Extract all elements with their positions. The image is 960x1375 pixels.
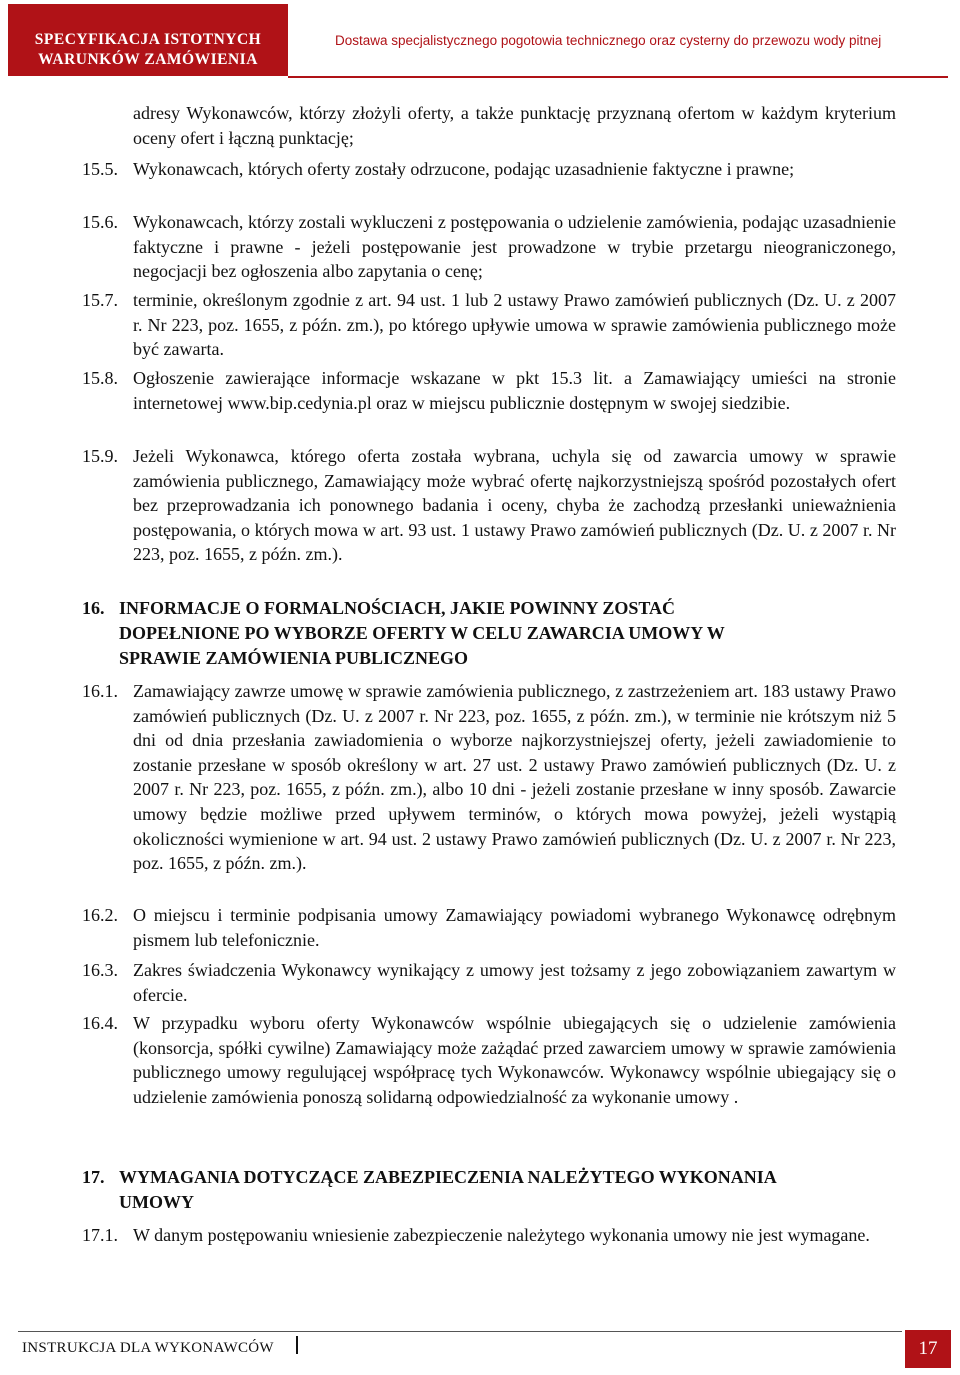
section-title [119, 1165, 909, 1215]
section-title-line: SPRAWIE ZAMÓWIENIA PUBLICZNEGO [119, 648, 469, 668]
item-number: 15.9. [82, 446, 118, 466]
item-text: W danym postępowaniu wniesienie zabezpieczenie należytego wykonania umowy nie jest wymagane. [133, 1225, 870, 1245]
page-number: 17 [905, 1330, 951, 1368]
item-number: 16.1. [82, 681, 118, 701]
item-number: 15.6. [82, 212, 118, 232]
item-text: Ogłoszenie zawierające informacje wskazane w pkt 15.3 lit. a Zamawiający umieści na stronie internetowej www.bip.cedynia.pl oraz w miejscu publicznie dostępnym w swojej siedzibie. [133, 368, 896, 413]
section-title-line: UMOWY [119, 1192, 194, 1212]
item-number: 17.1. [82, 1225, 118, 1245]
header-badge-line1: SPECYFIKACJA ISTOTNYCH [34, 31, 262, 48]
header-rule [288, 76, 948, 78]
header-badge [8, 4, 288, 76]
section-number: 17. [82, 1167, 105, 1187]
item-number: 15.7. [82, 290, 118, 310]
section-title [119, 596, 899, 671]
item-text: Wykonawcach, których oferty zostały odrzucone, podając uzasadnienie faktyczne i prawne; [133, 159, 795, 179]
item-number: 16.4. [82, 1013, 118, 1033]
item-text: O miejscu i terminie podpisania umowy Zamawiający powiadomi wybranego Wykonawcę odrębnym pismem lub telefonicznie. [133, 905, 896, 950]
section-title-line: WYMAGANIA DOTYCZĄCE ZABEZPIECZENIA NALEŻYTEGO WYKONANIA [119, 1167, 777, 1187]
item-text: Wykonawcach, którzy zostali wykluczeni z postępowania o udzielenie zamówienia, podając uzasadnienie faktyczne i prawne - jeżeli postępowanie jest prowadzone w trybie przetargu nieograniczonego, negocjacji bez ogłoszenia albo zapytania o cenę; [133, 212, 896, 282]
item-number: 15.5. [82, 159, 118, 179]
footer-label: INSTRUKCJA DLA WYKONAWCÓW [22, 1340, 274, 1356]
item-number: 15.8. [82, 368, 118, 388]
item-text: Jeżeli Wykonawca, którego oferta została wybrana, uchyla się od zawarcia umowy w sprawie zamówienia publicznego, Zamawiający może wybrać ofertę najkorzystniejszą spośród pozostałych ofert bez przeprowadzania ich ponownego badania i oceny, chyba że zachodzą przesłanki unieważnienia postępowania, o których mowa w art. 93 ust. 1 ustawy Prawo zamówień publicznych (Dz. U. z 2007 r. Nr 223, poz. 1655, z późn. zm.). [133, 446, 896, 565]
item-text: W przypadku wyboru oferty Wykonawców wspólnie ubiegających się o udzielenie zamówienia (konsorcja, spółki cywilne) Zamawiający może zażądać przed zawarciem umowy w sprawie zamówienia publicznego umowy regulującej współpracę tych Wykonawców. Wykonawcy wspólnie ubiegający się o udzielenie zamówienia ponoszą solidarną odpowiedzialność za wykonanie umowy . [133, 1013, 896, 1107]
item-number: 16.2. [82, 905, 118, 925]
item-continuation: adresy Wykonawców, którzy złożyli oferty, a także punktację przyznaną ofertom w każdym kryterium oceny ofert i łączną punktację; [133, 103, 896, 148]
header-title: Dostawa specjalistycznego pogotowia technicznego oraz cysterny do przewozu wody pitnej [335, 33, 882, 48]
item-number: 16.3. [82, 960, 118, 980]
header-badge-line2: WARUNKÓW ZAMÓWIENIA [38, 51, 258, 68]
item-text: Zakres świadczenia Wykonawcy wynikający z umowy jest tożsamy z jego zobowiązaniem zawartym w ofercie. [133, 960, 896, 1005]
footer-separator [296, 1336, 298, 1354]
section-title-line: INFORMACJE O FORMALNOŚCIACH, JAKIE POWINNY ZOSTAĆ [119, 598, 676, 618]
section-number: 16. [82, 598, 105, 618]
footer-rule [18, 1331, 902, 1332]
item-text: terminie, określonym zgodnie z art. 94 ust. 1 lub 2 ustawy Prawo zamówień publicznych (Dz. U. z 2007 r. Nr 223, poz. 1655, z późn. zm.), po którego upływie umowa w sprawie zamówienia publicznego może być zawarta. [133, 290, 896, 360]
section-title-line: DOPEŁNIONE PO WYBORZE OFERTY W CELU ZAWARCIA UMOWY W [119, 623, 725, 643]
item-text: Zamawiający zawrze umowę w sprawie zamówienia publicznego, z zastrzeżeniem art. 183 ustawy Prawo zamówień publicznych (Dz. U. z 2007 r. Nr 223, poz. 1655, z późn. zm.), w terminie nie krótszym niż 5 dni od dnia przesłania zawiadomienia o wyborze najkorzystniejszej oferty, jeżeli zawiadomienie to zostanie przesłane w sposób określony w art. 27 ust. 2 ustawy Prawo zamówień publicznych (Dz. U. z 2007 r. Nr 223, poz. 1655, z późn. zm.), albo 10 dni - jeżeli zostanie przesłane w inny sposób. Zawarcie umowy będzie możliwe przed upływem terminów, o których mowa powyżej, jeżeli wystąpią okoliczności wymienione w art. 94 ust. 2 ustawy Prawo zamówień publicznych (Dz. U. z 2007 r. Nr 223, poz. 1655, z późn. zm.). [133, 681, 896, 874]
